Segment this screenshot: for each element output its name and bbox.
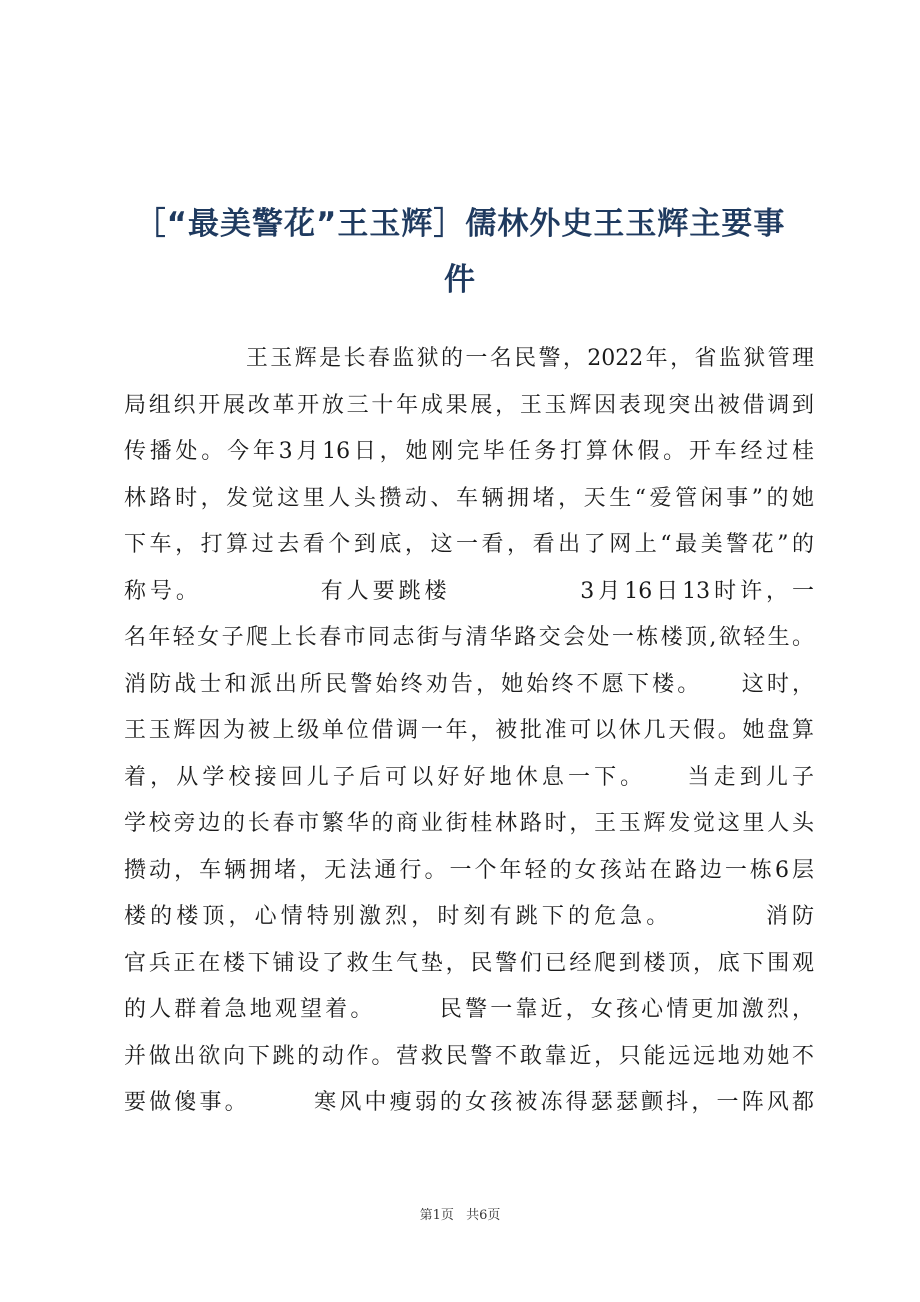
body-line: 着，从学校接回儿子后可以好好地休息一下。 当走到儿子 — [124, 764, 814, 790]
body-line: 王玉辉是长春监狱的一名民警，2022年，省监狱管理 — [124, 346, 814, 371]
body-line: 的人群着急地观望着。 民警一靠近，女孩心情更加激烈， — [124, 997, 814, 1022]
document-body — [124, 336, 814, 1127]
body-line: 要做傻事。 寒风中瘦弱的女孩被冻得瑟瑟颤抖，一阵风都 — [124, 1090, 814, 1115]
body-line: 攒动，车辆拥堵，无法通行。一个年轻的女孩站在路边一栋6层 — [124, 857, 814, 883]
title-line-2: 件 — [444, 262, 476, 298]
body-line: 林路时，发觉这里人头攒动、车辆拥堵，天生“爱管闲事”的她 — [124, 485, 814, 511]
body-line: 下车，打算过去看个到底，这一看，看出了网上“最美警花”的 — [124, 532, 814, 557]
page-number: 第1页 — [419, 1208, 454, 1223]
body-line: 官兵正在楼下铺设了救生气垫，民警们已经爬到楼顶，底下围观 — [124, 950, 814, 976]
body-line: 学校旁边的长春市繁华的商业街桂林路时，王玉辉发觉这里人头 — [124, 811, 814, 836]
body-line: 称号。 有人要跳楼 3月16日13时许，一 — [124, 578, 814, 604]
body-line: 王玉辉因为被上级单位借调一年，被批准可以休几天假。她盘算 — [124, 718, 814, 743]
title-line-1: ［“最美警花”王玉辉］儒林外史王玉辉主要事 — [134, 206, 786, 242]
document-title — [110, 196, 810, 308]
body-line: 楼的楼顶，心情特别激烈，时刻有跳下的危急。 消防 — [124, 904, 814, 929]
page-total: 共6页 — [466, 1208, 501, 1223]
body-line: 传播处。今年3月16日，她刚完毕任务打算休假。开车经过桂 — [124, 439, 814, 464]
body-line: 并做出欲向下跳的动作。营救民警不敢靠近，只能远远地劝她不 — [124, 1043, 814, 1069]
body-line: 名年轻女子爬上长春市同志街与清华路交会处一栋楼顶,欲轻生。 — [124, 625, 814, 650]
body-line: 消防战士和派出所民警始终劝告，她始终不愿下楼。 这时， — [124, 671, 814, 697]
body-line: 局组织开展改革开放三十年成果展，王玉辉因表现突出被借调到 — [124, 392, 814, 418]
page-footer — [0, 1204, 920, 1223]
